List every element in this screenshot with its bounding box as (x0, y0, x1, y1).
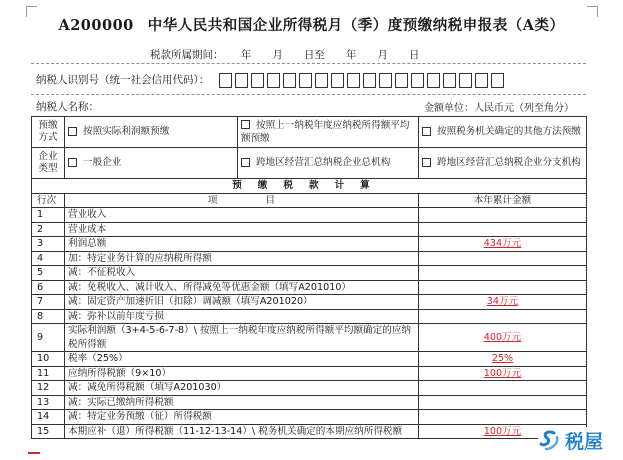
row-amount[interactable] (419, 266, 587, 281)
id-digit-box[interactable] (443, 73, 456, 88)
form-title (0, 14, 623, 35)
option-label: 按照实际利润额预缴 (83, 126, 170, 138)
enterprise-type-label: 企业类型 (32, 148, 65, 179)
row-number: 8 (32, 309, 65, 324)
table-row (32, 410, 587, 425)
row-number: 6 (32, 280, 65, 295)
row-number: 13 (32, 395, 65, 410)
row-item: 加：特定业务计算的应纳税所得额 (65, 251, 419, 266)
row-number: 11 (32, 366, 65, 381)
id-digit-box[interactable] (411, 73, 424, 88)
section-title: 预缴税款计算 (32, 179, 587, 194)
id-digit-box[interactable] (219, 73, 232, 88)
checkbox[interactable] (68, 127, 77, 136)
option-label: 跨地区经营汇总纳税企业分支机构 (437, 157, 581, 169)
row-item: 营业成本 (65, 222, 419, 237)
taxpayer-id-boxes[interactable] (219, 73, 504, 88)
logo-icon (538, 428, 562, 452)
row-number: 1 (32, 208, 65, 223)
table-row (32, 395, 587, 410)
checkbox[interactable] (422, 158, 431, 167)
row-amount[interactable]: 34万元 (419, 295, 587, 310)
row-number: 9 (32, 324, 65, 352)
table-row (32, 424, 587, 439)
row-number: 7 (32, 295, 65, 310)
id-digit-box[interactable] (235, 73, 248, 88)
row-amount[interactable]: 434万元 (419, 237, 587, 252)
row-number: 4 (32, 251, 65, 266)
checkbox[interactable] (241, 120, 250, 129)
option-label: 一般企业 (83, 157, 122, 169)
row-amount[interactable] (419, 251, 587, 266)
id-digit-box[interactable] (491, 73, 504, 88)
row-item: 应纳所得税额（9×10） (65, 366, 419, 381)
row-amount[interactable]: 25% (419, 352, 587, 367)
option-label: 按照上一纳税年度应纳税所得额平均额预缴 (241, 119, 410, 144)
prepay-method-row (32, 117, 587, 148)
row-item: 减：实际已缴纳所得税额 (65, 395, 419, 410)
row-amount[interactable] (419, 280, 587, 295)
enterprise-type-row (32, 148, 587, 179)
section-title-row (32, 179, 587, 194)
row-number: 10 (32, 352, 65, 367)
prepay-option[interactable] (419, 117, 587, 148)
period-text[interactable]: 年 月 日至 年 月 日 (240, 49, 420, 61)
prepay-method-label: 预缴方式 (32, 117, 65, 148)
enterprise-option[interactable] (238, 148, 419, 179)
checkbox[interactable] (422, 127, 431, 136)
watermark-logo (538, 427, 603, 453)
table-row (32, 251, 587, 266)
id-digit-box[interactable] (299, 73, 312, 88)
checkbox[interactable] (68, 158, 77, 167)
row-number: 12 (32, 381, 65, 396)
taxpayer-id-label: 纳税人识别号（统一社会信用代码）： (36, 74, 210, 86)
column-header-row (32, 193, 587, 208)
taxpayer-name-row (36, 99, 99, 114)
id-digit-box[interactable] (379, 73, 392, 88)
row-item: 营业收入 (65, 208, 419, 223)
row-amount[interactable]: 100万元 (419, 366, 587, 381)
row-item: 税率（25%） (65, 352, 419, 367)
row-amount[interactable] (419, 309, 587, 324)
option-label: 按照税务机关确定的其他方法预缴 (437, 126, 581, 138)
table-row (32, 295, 587, 310)
row-amount[interactable] (419, 410, 587, 425)
logo-text: 税屋 (565, 430, 604, 453)
row-item: 减：免税收入、减计收入、所得减免等优惠金额（填写A201010） (65, 280, 419, 295)
row-item: 利润总额 (65, 237, 419, 252)
id-digit-box[interactable] (331, 73, 344, 88)
table-row (32, 366, 587, 381)
id-digit-box[interactable] (363, 73, 376, 88)
decor-mark (28, 452, 40, 460)
table-row (32, 222, 587, 237)
row-number: 5 (32, 266, 65, 281)
table-row (32, 280, 587, 295)
col-header-row-no: 行次 (32, 193, 65, 208)
id-digit-box[interactable] (251, 73, 264, 88)
row-amount[interactable]: 400万元 (419, 324, 587, 352)
col-header-amount: 本年累计金额 (419, 193, 587, 208)
table-row (32, 237, 587, 252)
amount-unit-text: 金额单位：人民币元（列至角分） (424, 103, 574, 114)
col-header-item: 项 目 (65, 193, 419, 208)
table-row (32, 381, 587, 396)
taxpayer-id-row (36, 72, 504, 88)
row-amount[interactable] (419, 395, 587, 410)
form-title-text: 中华人民共和国企业所得税月（季）度预缴纳税申报表（A类） (147, 17, 565, 34)
form-code: A200000 (58, 17, 134, 34)
row-item: 减：固定资产加速折旧（扣除）调减额（填写A201020） (65, 295, 419, 310)
row-number: 15 (32, 424, 65, 439)
row-number: 14 (32, 410, 65, 425)
id-digit-box[interactable] (459, 73, 472, 88)
period-row (150, 47, 419, 62)
row-item: 减：不征税收入 (65, 266, 419, 281)
row-amount[interactable] (419, 381, 587, 396)
period-label: 税款所属期间： (150, 49, 224, 61)
id-digit-box[interactable] (395, 73, 408, 88)
table-row (32, 208, 587, 223)
row-amount[interactable]: 100万元 (419, 424, 587, 439)
row-item: 减：特定业务预缴（征）所得税额 (65, 410, 419, 425)
id-digit-box[interactable] (475, 73, 488, 88)
row-item: 实际利润额（3+4-5-6-7-8）\ 按照上一纳税年度应纳税所得额平均额确定的应纳税所得额 (65, 324, 419, 352)
table-row (32, 266, 587, 281)
row-amount[interactable] (419, 208, 587, 223)
row-item: 减：减免所得税额（填写A201030） (65, 381, 419, 396)
amount-unit (424, 99, 574, 114)
table-row (32, 309, 587, 324)
row-item: 减：弥补以前年度亏损 (65, 309, 419, 324)
table-row (32, 324, 587, 352)
id-digit-box[interactable] (283, 73, 296, 88)
prepay-option[interactable] (238, 117, 419, 148)
row-number: 3 (32, 237, 65, 252)
table-row (32, 352, 587, 367)
row-number: 2 (32, 222, 65, 237)
rows-body (32, 208, 587, 439)
id-digit-box[interactable] (315, 73, 328, 88)
checkbox[interactable] (241, 158, 250, 167)
id-digit-box[interactable] (267, 73, 280, 88)
divider (31, 94, 586, 95)
enterprise-option[interactable] (419, 148, 587, 179)
prepay-option[interactable] (65, 117, 238, 148)
row-item: 本期应补（退）所得税额（11-12-13-14）\ 税务机关确定的本期应纳所得税额 (65, 424, 419, 439)
tax-table (31, 116, 587, 439)
id-digit-box[interactable] (347, 73, 360, 88)
taxpayer-name-label: 纳税人名称： (36, 101, 99, 113)
id-digit-box[interactable] (427, 73, 440, 88)
divider (31, 63, 586, 64)
option-label: 跨地区经营汇总纳税企业总机构 (256, 157, 391, 169)
row-amount[interactable] (419, 222, 587, 237)
enterprise-option[interactable] (65, 148, 238, 179)
